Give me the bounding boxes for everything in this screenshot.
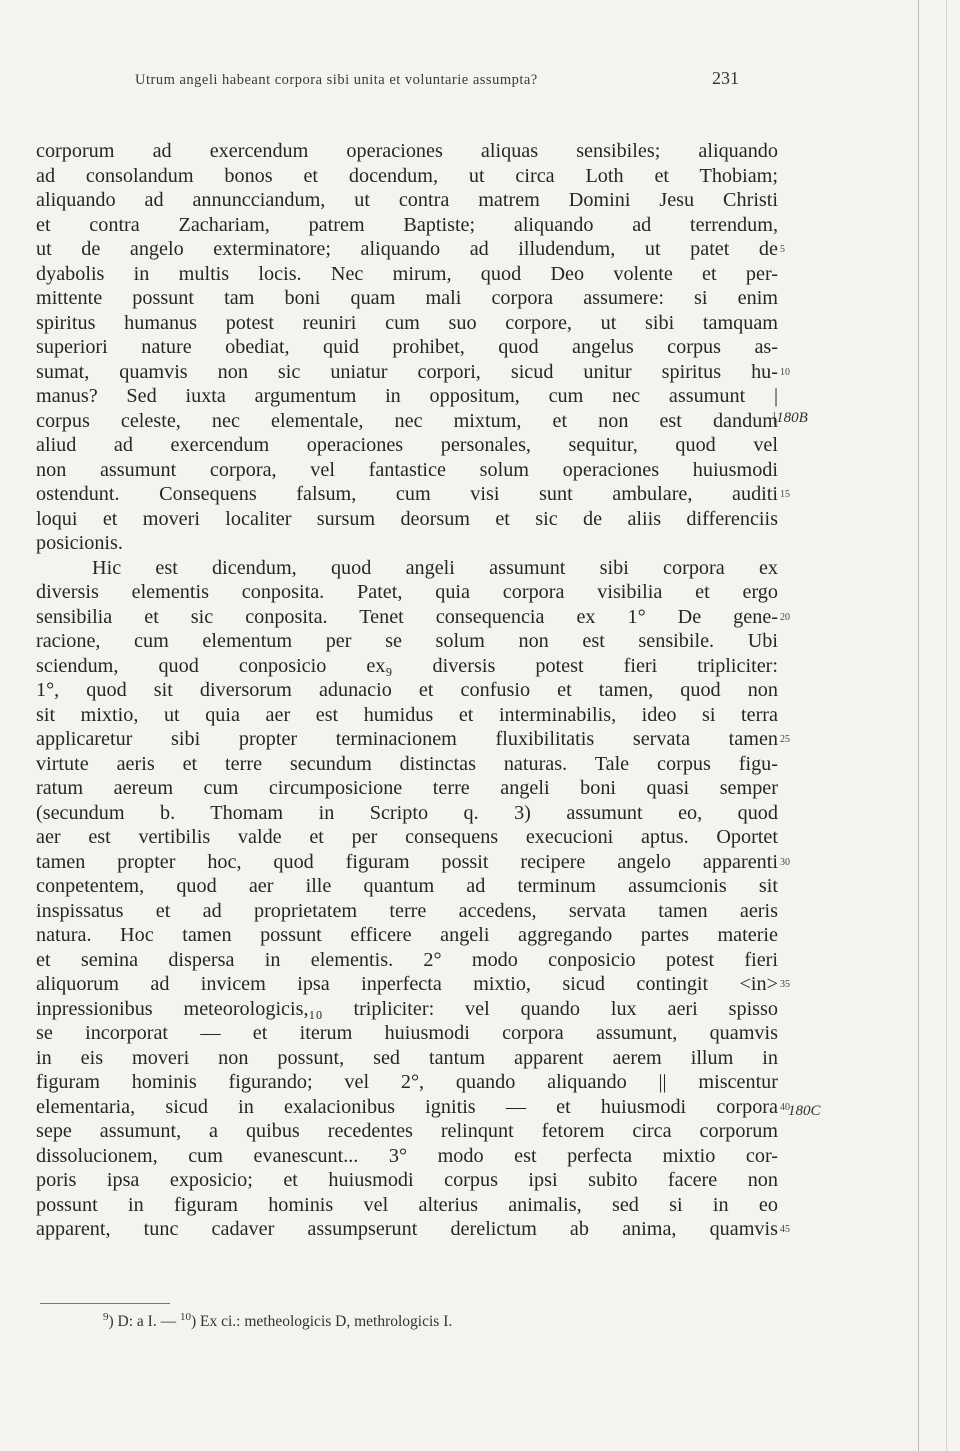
text-line: ratum aereum cum circumposicione terre angeli boni quasi semper (36, 777, 778, 799)
margin-reference: 180C (788, 1103, 821, 1119)
text-line: tamen propter hoc, quod figuram possit recipere angelo apparenti (36, 850, 778, 873)
text-line: loqui et moveri localiter sursum deorsum et sic de aliis differenciis (36, 507, 778, 530)
line-number: 30 (780, 856, 790, 868)
text-line: et contra Zachariam, patrem Baptiste; aliquando ad terrendum, (36, 213, 778, 236)
text-line: poris ipsa exposicio; et huiusmodi corpus ipsi subito facere non (36, 1169, 778, 1191)
text-line: mittente possunt tam boni quam mali corpora assumere: si enim (36, 287, 778, 309)
text-line: sit mixtio, ut quia aer est humidus et interminabilis, ideo si terra (36, 703, 778, 726)
text-line: virtute aeris et terre secundum distinctas naturas. Tale corpus figu- (36, 752, 778, 775)
text-line: non assumunt corpora, vel fantastice solum operaciones huiusmodi (36, 458, 778, 481)
text-line: posicionis. (36, 532, 123, 554)
line-number: 5 (780, 244, 785, 255)
text-line: aliud ad exercendum operaciones personales, sequitur, quod vel (36, 434, 778, 456)
text-line: sciendum, quod conposicio ex₉ diversis potest fieri tripliciter: (36, 654, 778, 677)
text-line: dissolucionem, cum evanescunt... 3° modo est perfecta mixtio cor- (36, 1144, 778, 1167)
line-number: 40 (780, 1101, 790, 1113)
text-line: (secundum b. Thomam in Scripto q. 3) assumunt eo, quod (36, 801, 778, 824)
margin-reference: |180B (772, 410, 808, 426)
text-line: ostendunt. Consequens falsum, cum visi sunt ambulare, auditi (36, 483, 778, 505)
text-line: se incorporat — et iterum huiusmodi corpora assumunt, quamvis (36, 1022, 778, 1044)
text-line: apparent, tunc cadaver assumpserunt derelictum ab anima, quamvis (36, 1218, 778, 1240)
footnote: $^9$) D: a I. — $^{10}$) Ex ci.: metheologicis D, methrologicis I. (103, 1311, 453, 1331)
line-number: 20 (780, 611, 790, 623)
text-line: conpetentem, quod aer ille quantum ad terminum assumcionis sit (36, 875, 778, 897)
line-number: 15 (780, 489, 790, 500)
running-title: Utrum angeli habeant corpora sibi unita et voluntarie assumpta? (135, 72, 538, 88)
text-line: sepe assumunt, a quibus recedentes relinqunt fetorem circa corporum (36, 1120, 778, 1142)
text-line: superiori nature obediat, quid prohibet, quod angelus corpus as- (36, 336, 778, 358)
line-number: 25 (780, 734, 790, 745)
text-line: figuram hominis figurando; vel 2°, quando aliquando || miscentur (36, 1071, 778, 1093)
text-line: in eis moveri non possunt, sed tantum apparent aerem illum in (36, 1046, 778, 1069)
text-line: Hic est dicendum, quod angeli assumunt sibi corpora ex (92, 556, 778, 579)
text-line: aer est vertibilis valde et per consequens execucioni aptus. Oportet (36, 826, 778, 848)
line-number: 35 (780, 979, 790, 990)
text-line: sumat, quamvis non sic uniatur corpori, sicud unitur spiritus hu- (36, 360, 778, 383)
scan-edge-line (946, 0, 947, 1451)
text-line: ad consolandum bonos et docendum, ut circa Loth et Thobiam; (36, 164, 778, 187)
line-number: 10 (780, 366, 790, 378)
text-line: 1°, quod sit diversorum adunacio et confusio et tamen, quod non (36, 679, 778, 701)
text-line: corporum ad exercendum operaciones aliquas sensibiles; aliquando (36, 140, 778, 162)
text-line: natura. Hoc tamen possunt efficere angeli aggregando partes materie (36, 924, 778, 946)
text-line: possunt in figuram hominis vel alterius animalis, sed si in eo (36, 1193, 778, 1216)
text-line: aliquorum ad invicem ipsa inperfecta mixtio, sicud contingit <in> (36, 973, 778, 995)
text-line: diversis elementis conposita. Patet, quia corpora visibilia et ergo (36, 581, 778, 603)
text-line: inspissatus et ad proprietatem terre accedens, servata tamen aeris (36, 899, 778, 922)
text-line: inpressionibus meteorologicis,₁₀ tripliciter: vel quando lux aeri spisso (36, 997, 778, 1020)
page-number: 231 (712, 68, 739, 88)
text-line: et semina dispersa in elementis. 2° modo conposicio potest fieri (36, 948, 778, 971)
scan-edge-line (918, 0, 919, 1451)
text-line: racione, cum elementum per se solum non est sensibile. Ubi (36, 630, 778, 652)
text-line: sensibilia et sic conposita. Tenet consequencia ex 1° De gene- (36, 605, 778, 628)
text-line: corpus celeste, nec elementale, nec mixtum, et non est dandum (36, 409, 778, 432)
text-line: elementaria, sicud in exalacionibus ignitis — et huiusmodi corpora (36, 1095, 778, 1118)
text-line: manus? Sed iuxta argumentum in oppositum, cum nec assumunt | (36, 385, 778, 407)
text-line: ut de angelo exterminatore; aliquando ad illudendum, ut patet de (36, 238, 778, 260)
line-number: 45 (780, 1224, 790, 1235)
text-line: applicaretur sibi propter terminacionem fluxibilitatis servata tamen (36, 728, 778, 750)
text-line: aliquando ad annuncciandum, ut contra matrem Domini Jesu Christi (36, 189, 778, 211)
footnote-rule (40, 1303, 170, 1304)
text-line: spiritus humanus potest reuniri cum suo corpore, ut sibi tamquam (36, 311, 778, 334)
text-line: dyabolis in multis locis. Nec mirum, quod Deo volente et per- (36, 262, 778, 285)
